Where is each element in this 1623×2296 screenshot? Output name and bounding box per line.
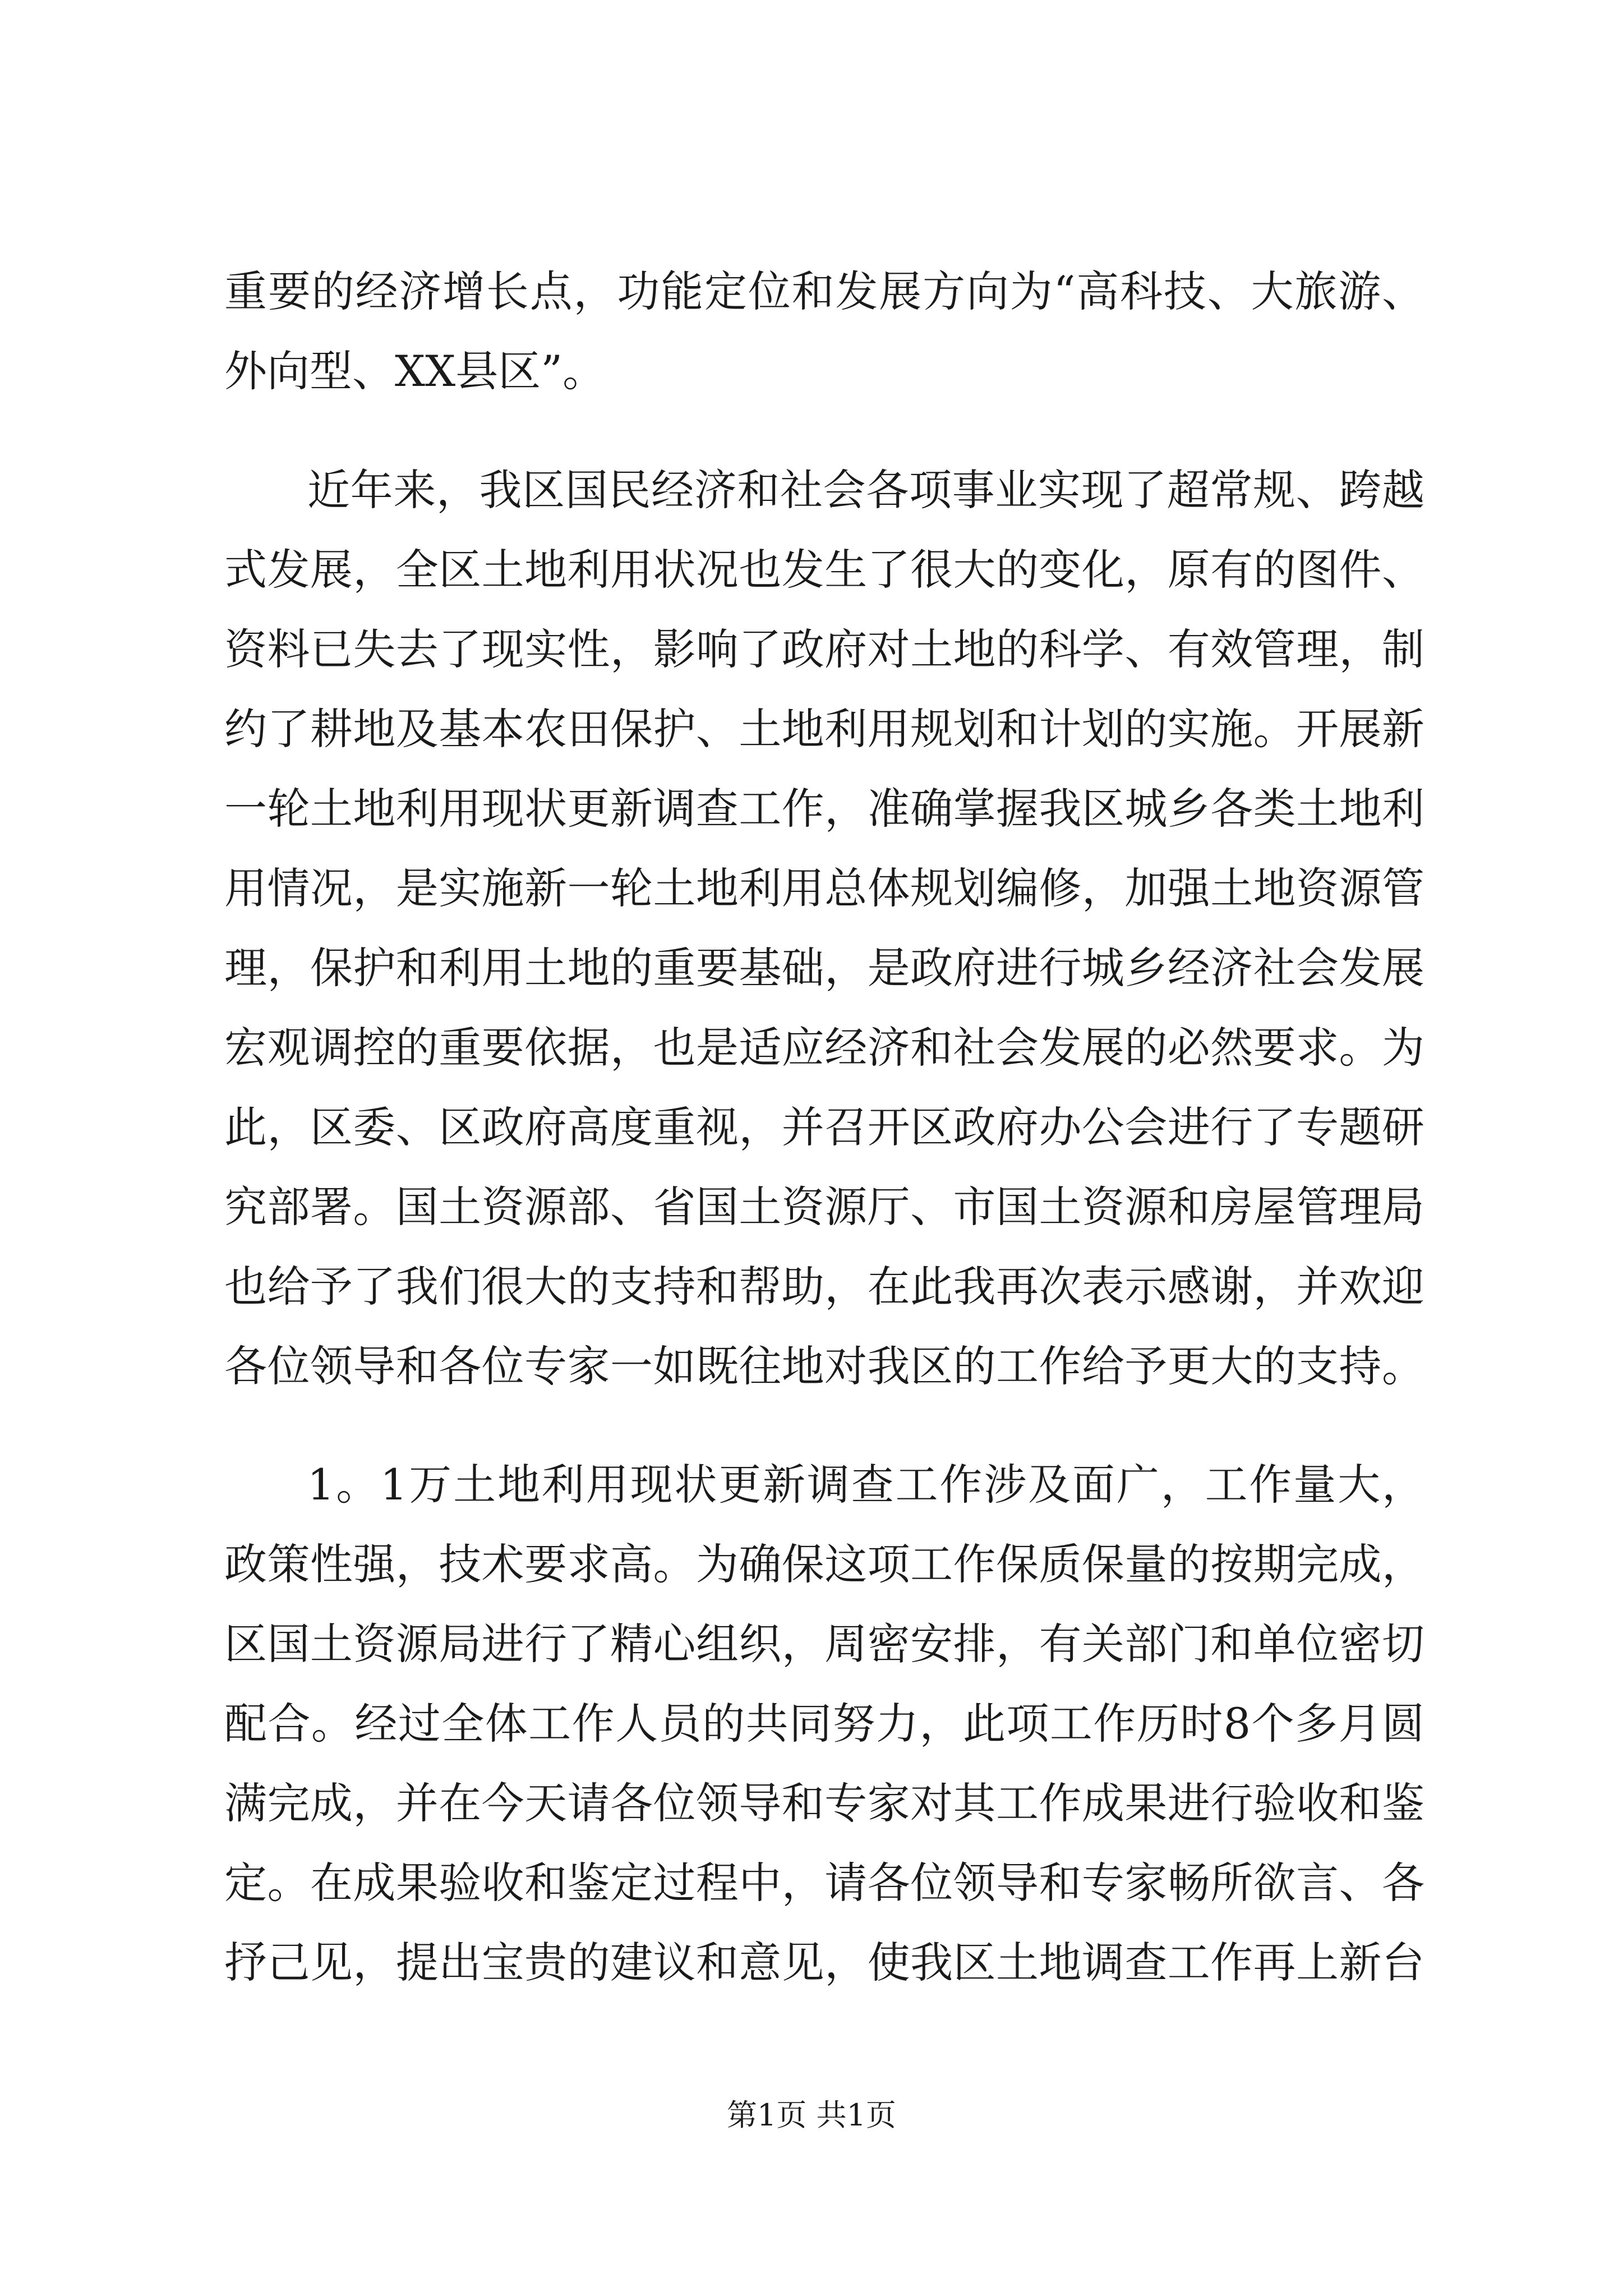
text-line: 一轮土地利用现状更新调查工作，准确掌握我区城乡各类土地利 (224, 784, 1424, 834)
text-line: 此，区委、区政府高度重视，并召开区政府办公会进行了专题研 (224, 1102, 1424, 1152)
page-number-footer: 第1页 共1页 (727, 2097, 896, 2133)
text-line: 资料已失去了现实性，影响了政府对土地的科学、有效管理，制 (224, 624, 1424, 674)
text-line: 近年来，我区国民经济和社会各项事业实现了超常规、跨越 (307, 465, 1424, 515)
text-line: 1。1万土地利用现状更新调查工作涉及面广，工作量大， (307, 1460, 1424, 1510)
text-line: 用情况，是实施新一轮土地利用总体规划编修，加强土地资源管 (224, 863, 1424, 913)
text-line: 理，保护和利用土地的重要基础，是政府进行城乡经济社会发展 (224, 943, 1424, 993)
text-line: 外向型、XX县区”。 (224, 346, 606, 396)
text-line: 区国土资源局进行了精心组织，周密安排，有关部门和单位密切 (224, 1619, 1424, 1669)
text-line: 约了耕地及基本农田保护、土地利用规划和计划的实施。开展新 (224, 704, 1424, 754)
text-line: 究部署。国土资源部、省国土资源厅、市国土资源和房屋管理局 (224, 1182, 1424, 1232)
text-line: 宏观调控的重要依据，也是适应经济和社会发展的必然要求。为 (224, 1023, 1424, 1073)
text-line: 各位领导和各位专家一如既往地对我区的工作给予更大的支持。 (224, 1341, 1424, 1391)
text-line: 重要的经济增长点，功能定位和发展方向为“高科技、大旅游、 (224, 266, 1424, 316)
text-line: 政策性强，技术要求高。为确保这项工作保质保量的按期完成， (224, 1539, 1424, 1589)
text-line: 抒己见，提出宝贵的建议和意见，使我区土地调查工作再上新台 (224, 1938, 1424, 1987)
text-line: 定。在成果验收和鉴定过程中，请各位领导和专家畅所欲言、各 (224, 1858, 1424, 1908)
text-line: 也给予了我们很大的支持和帮助，在此我再次表示感谢，并欢迎 (224, 1262, 1424, 1312)
text-line: 式发展，全区土地利用状况也发生了很大的变化，原有的图件、 (224, 545, 1424, 595)
text-line: 满完成，并在今天请各位领导和专家对其工作成果进行验收和鉴 (224, 1778, 1424, 1828)
text-line: 配合。经过全体工作人员的共同努力，此项工作历时8个多月圆 (224, 1699, 1424, 1749)
